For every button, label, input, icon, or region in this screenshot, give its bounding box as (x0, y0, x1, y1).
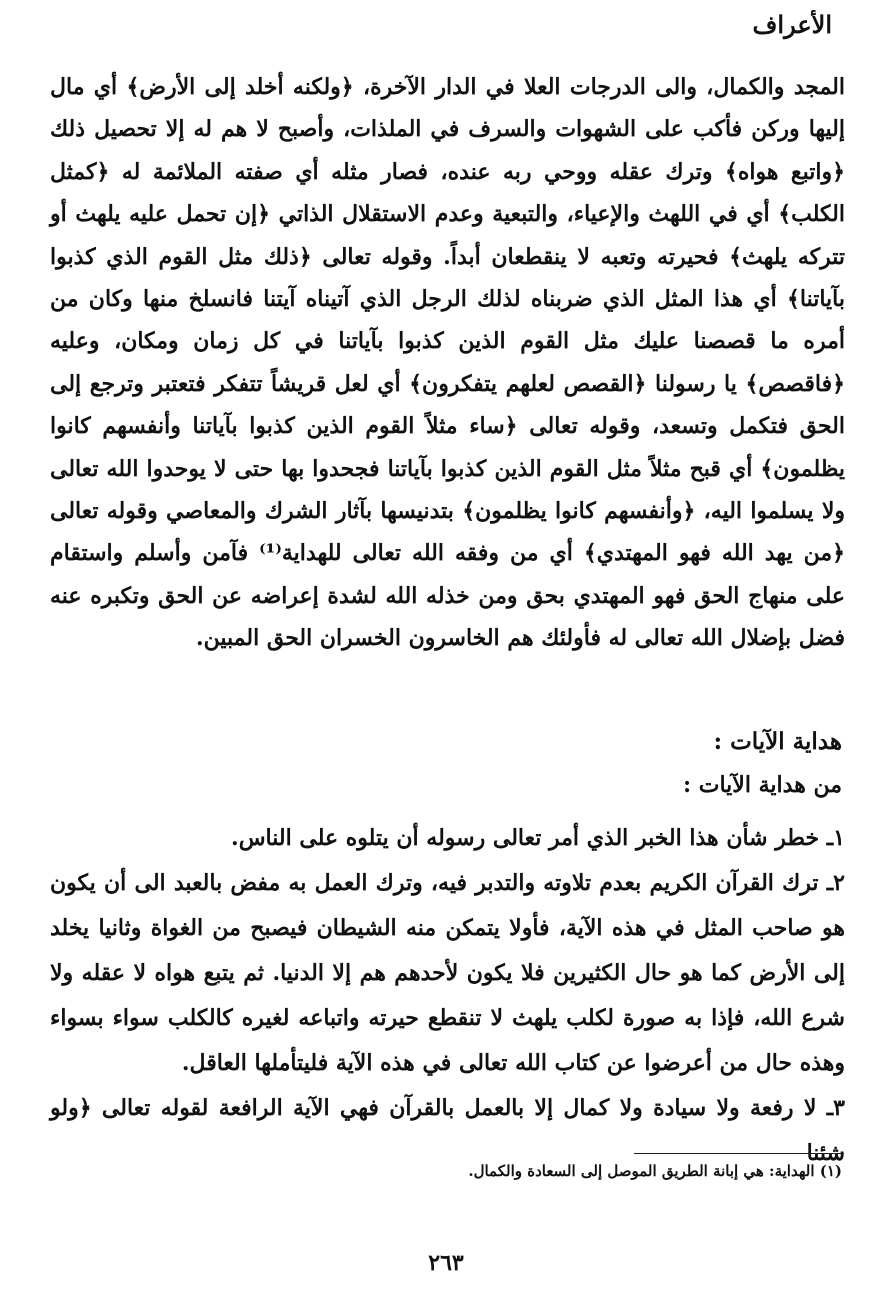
section-heading: هداية الآيات : (713, 728, 842, 755)
section-subheading: من هداية الآيات : (682, 772, 842, 798)
running-header-title: الأعراف (752, 10, 832, 39)
guidance-point-1: ١ـ خطر شأن هذا الخبر الذي أمر تعالى رسوله أن يتلوه على الناس. (231, 825, 845, 851)
guidance-point-3: ٣ـ لا رفعة ولا سيادة ولا كمال إلا بالعمل بالقرآن فهي الآية الرافعة لقوله تعالى ﴿ولو شئنا (50, 1095, 845, 1166)
commentary-paragraph: المجد والكمال، والى الدرجات العلا في الدار الآخرة، ﴿ولكنه أخلد إلى الأرض﴾ أي مال إليها وركن فأكب على الشهوات والسرف في الملذات، وأصبح لا هم له إلا تحصيل ذلك ﴿واتبع هواه﴾ وترك عقله ووحي ربه عنده، فصار مثله أي صفته الملائمة له ﴿كمثل الكلب﴾ أي في اللهث والإعياء، والتبعية وعدم الاستقلال الذاتي ﴿إن تحمل عليه يلهث أو تتركه يلهث﴾ فحيرته وتعبه لا ينقطعان أبداً. وقوله تعالى ﴿ذلك مثل القوم الذي كذبوا بآياتنا﴾ أي هذا المثل الذي ضربناه لذلك الرجل الذي آتيناه آيتنا فانسلخ منها وكان من أمره ما قصصنا عليك مثل القوم الذين كذبوا بآياتنا في كل زمان ومكان، وعليه ﴿فاقصص﴾ يا رسولنا ﴿القصص لعلهم يتفكرون﴾ أي لعل قريشاً تتفكر فتعتبر وترجع إلى الحق فتكمل وتسعد، وقوله تعالى ﴿ساء مثلاً القوم الذين كذبوا بآياتنا وأنفسهم كانوا يظلمون﴾ أي قبح مثلاً مثل القوم الذين كذبوا بآياتنا فجحدوا بها حتى لا يوحدوا الله تعالى ولا يسلموا اليه، ﴿وأنفسهم كانوا يظلمون﴾ بتدنيسها بآثار الشرك والمعاصي وقوله تعالى ﴿من يهد الله فهو المهتدي﴾ أي من وفقه الله تعالى للهداية⁽¹⁾ فآمن وأسلم واستقام على منهاج الحق فهو المهتدي بحق ومن خذله الله لشدة إعراضه عن الحق وتكبره عنه فضل بإضلال الله تعالى له فأولئك هم الخاسرون الخسران الحق المبين. (50, 74, 846, 652)
footnote: (١) الهداية: هي إبانة الطريق الموصل إلى السعادة والكمال. (468, 1162, 842, 1180)
commentary-body (50, 66, 845, 660)
footnote-divider (634, 1153, 844, 1154)
guidance-points-list (50, 816, 845, 1176)
page-number: ٢٦٣ (428, 1250, 464, 1276)
guidance-point-2: ٢ـ ترك القرآن الكريم بعدم تلاوته والتدبر فيه، وترك العمل به مفض بالعبد الى أن يكون هو صاحب المثل في هذه الآية، فأولا يتمكن منه الشيطان فيصبح من الغواة وثانيا يخلد إلى الأرض كما هو حال الكثيرين فلا يكون لأحدهم هم إلا الدنيا. ثم يتبع هواه لا عقله ولا شرع الله، فإذا به صورة لكلب يلهث لا تنقطع حيرته واتباعه لغيره كالكلب سواء بسواء وهذه حال من أعرضوا عن كتاب الله تعالى في هذه الآية فليتأملها العاقل. (50, 870, 845, 1076)
